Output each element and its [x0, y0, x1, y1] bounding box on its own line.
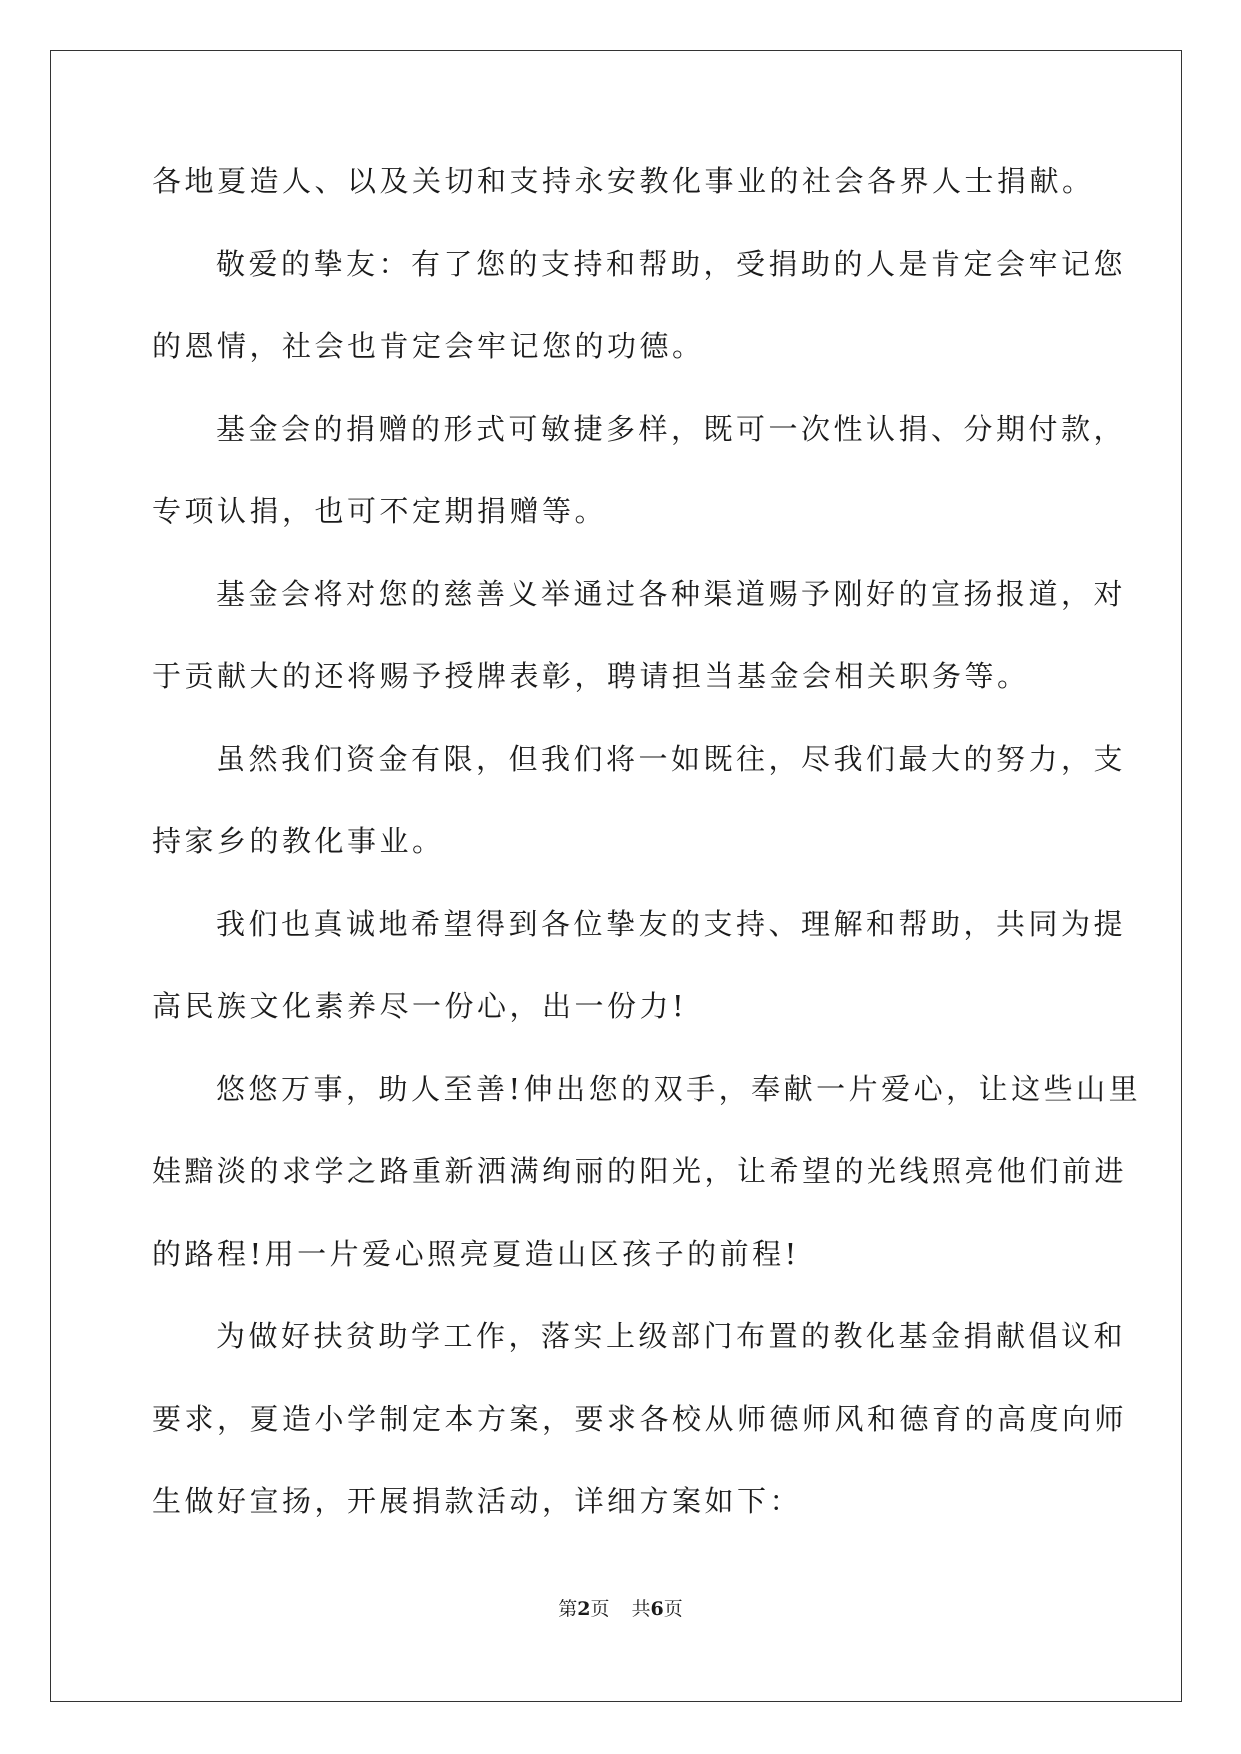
text-line: 基金会将对您的慈善义举通过各种渠道赐予刚好的宣扬报道，对 [216, 576, 1127, 611]
text-line: 各地夏造人、以及关切和支持永安教化事业的社会各界人士捐献。 [152, 164, 1095, 198]
text-line: 娃黯淡的求学之路重新洒满绚丽的阳光，让希望的光线照亮他们前进 [152, 1154, 1128, 1188]
text-line: 高民族文化素养尽一份心，出一份力! [152, 989, 688, 1023]
text-line: 持家乡的教化事业。 [152, 824, 445, 858]
text-line: 我们也真诚地希望得到各位挚友的支持、理解和帮助，共同为提 [216, 906, 1127, 941]
page-footer [0, 1594, 1241, 1621]
text-line: 的恩情，社会也肯定会牢记您的功德。 [152, 329, 705, 363]
total-prefix: 共 [631, 1598, 651, 1620]
text-line: 的路程!用一片爱心照亮夏造山区孩子的前程! [152, 1236, 800, 1271]
text-line: 敬爱的挚友：有了您的支持和帮助，受捐助的人是肯定会牢记您 [216, 246, 1127, 281]
text-line: 生做好宣扬，开展捐款活动，详细方案如下： [152, 1484, 803, 1518]
text-line: 要求，夏造小学制定本方案，要求各校从师德师风和德育的高度向师 [152, 1401, 1128, 1436]
text-line: 专项认捐，也可不定期捐赠等。 [152, 494, 608, 528]
page-total: 6 [650, 1598, 664, 1620]
text-line: 为做好扶贫助学工作，落实上级部门布置的教化基金捐献倡议和 [216, 1319, 1127, 1353]
page-prefix: 第 [558, 1598, 578, 1620]
text-line: 悠悠万事，助人至善!伸出您的双手，奉献一片爱心，让这些山里 [216, 1071, 1142, 1106]
text-line: 虽然我们资金有限，但我们将一如既往，尽我们最大的努力，支 [216, 741, 1127, 776]
text-line: 于贡献大的还将赐予授牌表彰，聘请担当基金会相关职务等。 [152, 659, 1030, 693]
text-line: 基金会的捐赠的形式可敏捷多样，既可一次性认捐、分期付款， [216, 411, 1127, 446]
page-number: 2 [577, 1598, 591, 1620]
total-suffix: 页 [663, 1598, 683, 1620]
document-body [152, 160, 1142, 1563]
page-suffix: 页 [590, 1598, 610, 1620]
